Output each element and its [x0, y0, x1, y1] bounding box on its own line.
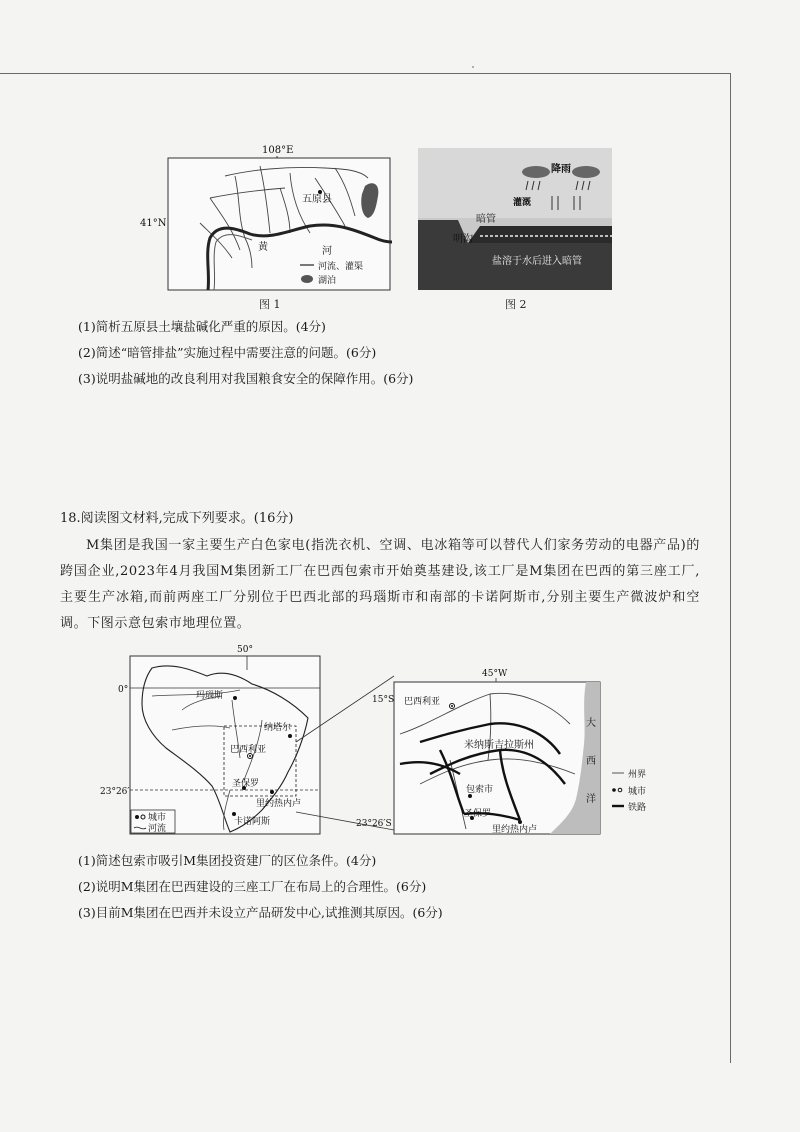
fig2-irrigation-label: 灌溉 — [513, 198, 532, 208]
map3-lon-label: 50° — [237, 645, 253, 655]
fig1-river-char-2: 河 — [322, 246, 332, 257]
map3-city-natal: 纳塔尔 — [264, 723, 292, 733]
map3-city-brasilia: 巴西利亚 — [230, 745, 267, 755]
q18-sub1: (1)简述包索市吸引M集团投资建厂的区位条件。(4分) — [78, 853, 377, 868]
q17-sub1: (1)简析五原县土壤盐碱化严重的原因。(4分) — [78, 319, 326, 334]
fig2-ditch-label: 明沟 — [453, 234, 473, 245]
map3-tropic-label: 23°26′ — [100, 787, 130, 797]
figure-2-diagram — [418, 148, 612, 290]
map3-city-saopaulo: 圣保罗 — [232, 779, 260, 789]
map4-state-label: 米纳斯吉拉斯州 — [464, 740, 534, 751]
q18-sub2: (2)说明M集团在巴西建设的三座工厂在布局上的合理性。(6分) — [78, 879, 427, 894]
map4-rio: 里约热内卢 — [492, 825, 538, 835]
fig1-longitude-label: 108°E — [262, 145, 294, 156]
fig2-rain-label: 降雨 — [551, 164, 571, 175]
figure-2-caption: 图 2 — [505, 298, 527, 311]
page-right-border — [730, 73, 731, 1063]
map3-city-manaus: 玛瑙斯 — [196, 691, 224, 701]
map4-brasilia: 巴西利亚 — [404, 697, 441, 707]
figure-1-caption: 图 1 — [259, 298, 281, 311]
map4-lat-bottom-label: 23°26′S — [356, 819, 392, 829]
fig1-legend-rivers: 河流、灌渠 — [318, 262, 364, 272]
map3-legend-city: 城市 — [148, 813, 167, 823]
map4-lat-top-label: 15°S — [372, 695, 395, 705]
map3-city-rio: 里约热内卢 — [256, 799, 302, 809]
map4-ocean-char-3: 洋 — [586, 794, 596, 805]
fig2-cloud-1 — [522, 166, 550, 178]
map4-ocean-char-1: 大 — [586, 718, 596, 729]
fig1-legend-lake-symbol — [301, 275, 313, 283]
fig1-legend-lake: 湖泊 — [318, 276, 337, 286]
fig1-river-char-1: 黄 — [258, 242, 268, 253]
map3-legend-river: 河流 — [148, 824, 167, 834]
figure-1-map — [140, 138, 400, 298]
q18-paragraph: M集团是我国一家主要生产白色家电(指洗衣机、空调、电冰箱等可以替代人们家务劳动的电器产品)的跨国企业,2023年4月我国M集团新工厂在巴西包索市开始奠基建设,该工厂是M集团在巴西的第三座工厂,主要生产冰箱,而前两座工厂分别位于巴西北部的玛瑙斯市和南部的卡诺阿斯市,分别主要生产微波炉和空调。下图示意包索市地理位置。 — [60, 538, 700, 631]
fig2-field — [468, 226, 612, 243]
fig1-county-label: 五原县 — [302, 194, 332, 205]
q17-sub2: (2)简述“暗管排盐”实施过程中需要注意的问题。(6分) — [78, 345, 377, 360]
q18-sub3: (3)目前M集团在巴西并未设立产品研发中心,试推测其原因。(6分) — [78, 905, 443, 920]
map4-lon-label: 45°W — [482, 669, 508, 679]
q17-sub3: (3)说明盐碱地的改良利用对我国粮食安全的保障作用。(6分) — [78, 371, 414, 386]
map3-equator-label: 0° — [118, 685, 129, 695]
map4-baosuo: 包索市 — [466, 785, 494, 795]
scan-speck — [472, 66, 474, 68]
figure-region-map — [356, 664, 680, 840]
map4-saopaulo: 圣保罗 — [464, 809, 492, 819]
q18-title: 18.阅读图文材料,完成下列要求。(16分) — [60, 511, 294, 526]
map4-ocean-char-2: 西 — [586, 756, 596, 767]
map4-legend-railway: 铁路 — [628, 803, 647, 813]
map3-city-canoas: 卡诺阿斯 — [234, 817, 271, 827]
fig2-salt-label: 盐溶于水后进入暗管 — [492, 256, 582, 267]
map4-legend-city: 城市 — [628, 787, 647, 797]
fig2-pipe-label: 暗管 — [476, 214, 496, 225]
fig1-latitude-label: 41°N — [140, 218, 167, 229]
map4-legend-boundary: 州界 — [628, 770, 647, 780]
page-top-border — [0, 73, 731, 74]
fig2-cloud-2 — [572, 166, 600, 178]
